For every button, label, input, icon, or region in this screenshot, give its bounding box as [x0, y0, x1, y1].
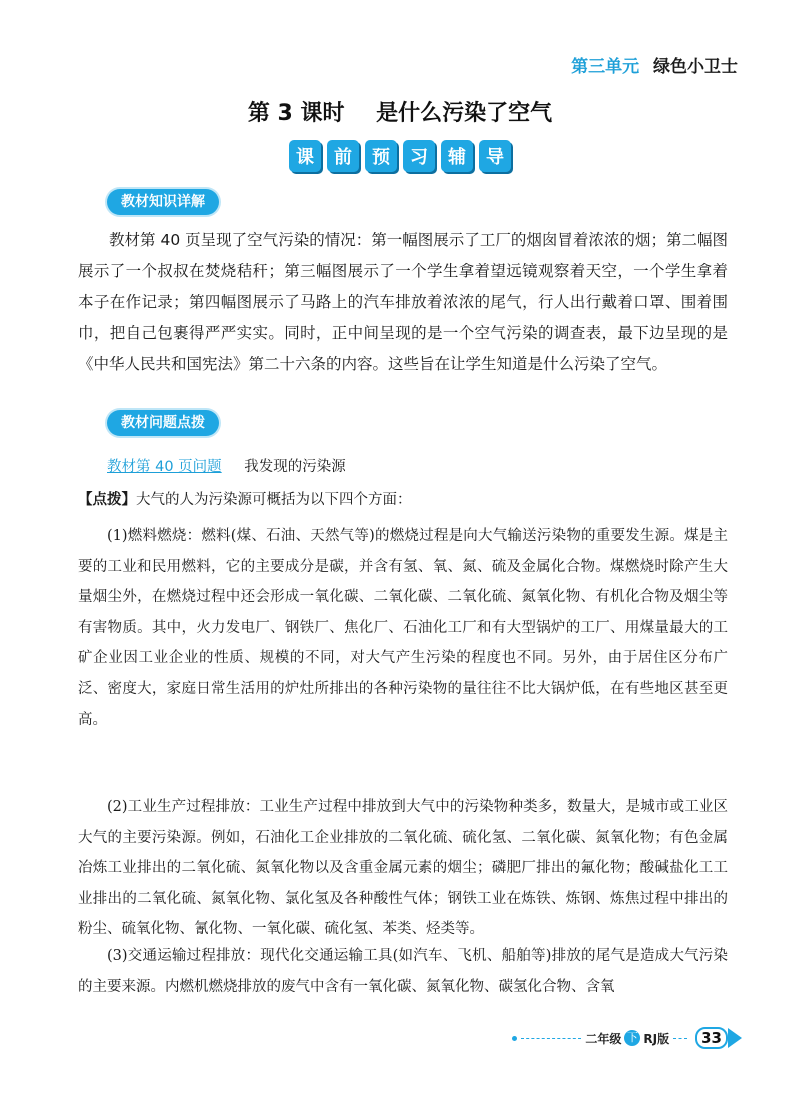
- question-line: [107, 455, 346, 476]
- knowledge-paragraph: 教材第 40 页呈现了空气污染的情况：第一幅图展示了工厂的烟囱冒着浓浓的烟；第二幅图展示了一个叔叔在焚烧秸秆；第三幅图展示了一个学生拿着望远镜观察着天空，一个学生拿着本子在作记录；第四幅图展示了马路上的汽车排放着浓浓的尾气，行人出行戴着口罩、围着围巾，把自己包裹得严严实实。同时，正中间呈现的是一个空气污染的调查表，最下边呈现的是《中华人民共和国宪法》第二十六条的内容。这些旨在让学生知道是什么污染了空气。: [78, 231, 728, 373]
- banner-char: 导: [479, 140, 511, 172]
- lesson-name: 是什么污染了空气: [376, 101, 553, 126]
- hint-line: [78, 485, 728, 515]
- banner-char: 课: [289, 140, 321, 172]
- question-link[interactable]: 教材第 40 页问题: [107, 459, 222, 475]
- industry-paragraph: (2)工业生产过程排放：工业生产过程中排放到大气中的污染物种类多，数量大，是城市或工业区大气的主要污染源。例如，石油化工企业排放的二氧化硫、硫化氢、二氧化碳、氮氧化物；有色金属冶炼工业排出的二氧化硫、氮氧化物以及含重金属元素的烟尘；磷肥厂排出的氟化物；酸碱盐化工工业排出的二氧化硫、氮氧化物、氯化氢及各种酸性气体；钢铁工业在炼铁、炼钢、炼焦过程中排出的粉尘、硫氧化物、氰化物、一氧化碳、硫化氢、苯类、烃类等。: [78, 799, 728, 938]
- unit-title: 绿色小卫士: [653, 57, 738, 77]
- banner-char: 前: [327, 140, 359, 172]
- banner-char: 预: [365, 140, 397, 172]
- question-text: 我发现的污染源: [244, 459, 346, 475]
- edition-label: RJ版: [643, 1031, 670, 1046]
- arrow-right-icon: [728, 1028, 742, 1048]
- lesson-title: [0, 96, 800, 127]
- lesson-number: 第 3 课时: [247, 101, 345, 126]
- preview-banner: [0, 140, 800, 180]
- banner-char: 习: [403, 140, 435, 172]
- transport-paragraph: (3)交通运输过程排放：现代化交通运输工具(如汽车、飞机、船舶等)排放的尾气是造成大气污染的主要来源。内燃机燃烧排放的废气中含有一氧化碳、氮氧化物、碳氢化合物、含氧: [78, 948, 728, 995]
- hint-label: 【点拨】: [78, 492, 136, 508]
- footer-divider: [521, 1038, 581, 1039]
- footer-divider: [673, 1038, 687, 1039]
- unit-header: [571, 52, 738, 77]
- volume-badge: 下: [624, 1030, 640, 1046]
- grade-label: 二年级: [585, 1031, 622, 1046]
- page-number: 33: [695, 1027, 728, 1049]
- unit-label: 第三单元: [571, 57, 640, 77]
- knowledge-tag: 教材知识详解: [107, 189, 219, 215]
- hint-text: 大气的人为污染源可概括为以下四个方面：: [136, 492, 412, 508]
- page-footer: [512, 1026, 742, 1050]
- fuel-paragraph: (1)燃料燃烧：燃料(煤、石油、天然气等)的燃烧过程是向大气输送污染物的重要发生源。煤是主要的工业和民用燃料，它的主要成分是碳，并含有氢、氧、氮、硫及金属化合物。煤燃烧时除产生大量烟尘外，在燃烧过程中还会形成一氧化碳、二氧化碳、二氧化硫、氮氧化物、有机化合物及烟尘等有害物质。其中，火力发电厂、钢铁厂、焦化厂、石油化工厂和有大型锅炉的工厂、用煤量最大的工矿企业因工业企业的性质、规模的不同，对大气产生污染的程度也不同。另外，由于居住区分布广泛、密度大，家庭日常生活用的炉灶所排出的各种污染物的量往往不比大锅炉低，在有些地区甚至更高。: [78, 528, 728, 728]
- footer-dot: [512, 1036, 517, 1041]
- banner-char: 辅: [441, 140, 473, 172]
- question-tag: 教材问题点拨: [107, 410, 219, 436]
